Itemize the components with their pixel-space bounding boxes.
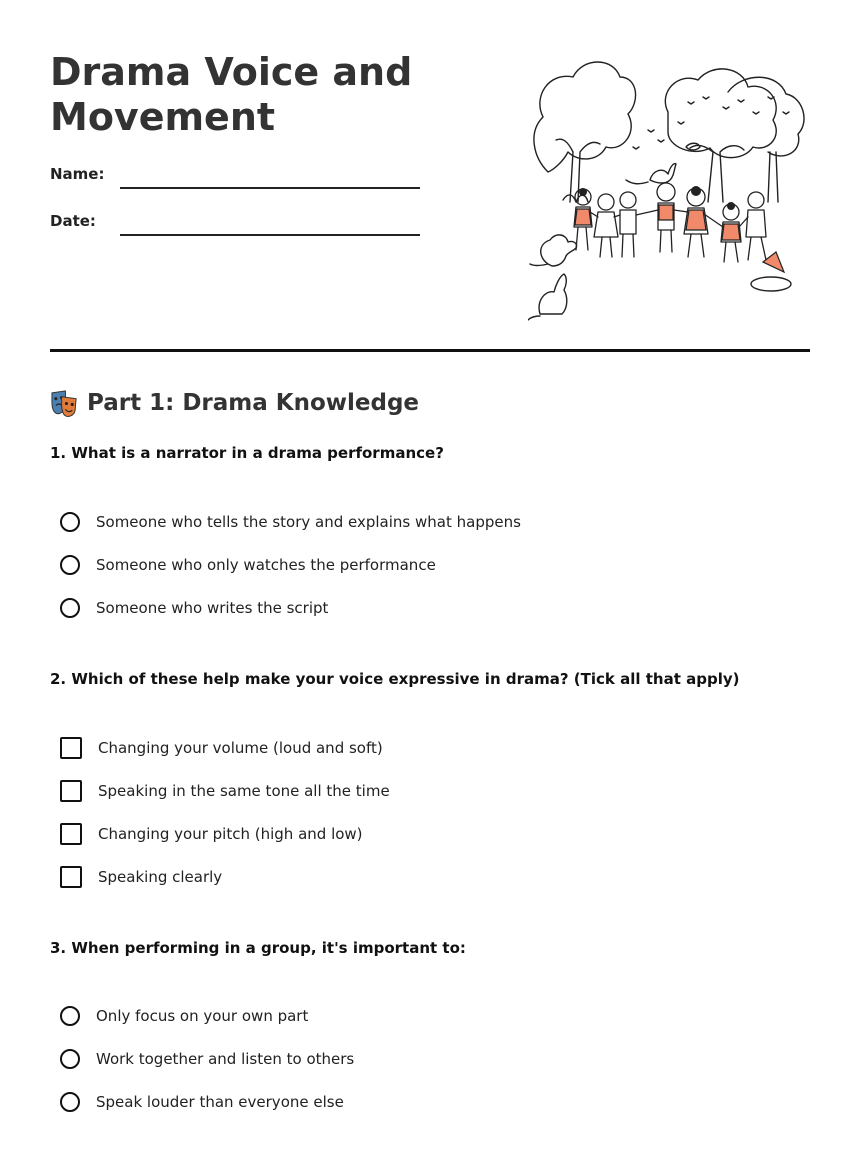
radio-button[interactable] [60,1049,80,1069]
title-line-1: Drama Voice and [50,50,413,94]
q2-option-1[interactable] [60,735,383,761]
option-label: Work together and listen to others [96,1050,355,1068]
option-label: Changing your volume (loud and soft) [98,739,383,757]
option-label: Speaking clearly [98,868,223,886]
option-label: Changing your pitch (high and low) [98,825,363,843]
radio-button[interactable] [60,555,80,575]
q1-option-3[interactable] [60,595,328,621]
option-label: Speak louder than everyone else [96,1093,344,1111]
title-line-2: Movement [50,95,276,139]
radio-button[interactable] [60,512,80,532]
radio-button[interactable] [60,598,80,618]
radio-button[interactable] [60,1092,80,1112]
q1-option-1[interactable] [60,509,521,535]
q2-option-2[interactable] [60,778,390,804]
name-label: Name: [50,165,105,183]
section-heading [50,387,419,419]
option-label: Someone who writes the script [96,599,329,617]
header-divider [50,349,810,352]
name-field[interactable] [120,187,420,189]
worksheet-header [50,50,810,350]
q1-option-2[interactable] [60,552,436,578]
theater-masks-icon [50,389,79,418]
checkbox[interactable] [60,737,82,759]
question-1: 1. What is a narrator in a drama performance? [50,444,444,462]
option-label: Only focus on your own part [96,1007,309,1025]
q3-option-1[interactable] [60,1003,308,1029]
q3-option-2[interactable] [60,1046,354,1072]
option-label: Someone who only watches the performance [96,556,436,574]
q3-option-3[interactable] [60,1089,344,1115]
children-dancing-in-park-icon [528,52,810,322]
question-2: 2. Which of these help make your voice expressive in drama? (Tick all that apply) [50,670,740,688]
checkbox[interactable] [60,780,82,802]
section-heading-text: Part 1: Drama Knowledge [87,390,420,416]
checkbox[interactable] [60,866,82,888]
checkbox[interactable] [60,823,82,845]
radio-button[interactable] [60,1006,80,1026]
q2-option-4[interactable] [60,864,222,890]
page-title [50,50,490,140]
q2-option-3[interactable] [60,821,363,847]
option-label: Someone who tells the story and explains what happens [96,513,521,531]
question-3: 3. When performing in a group, it's important to: [50,939,466,957]
date-field[interactable] [120,234,420,236]
option-label: Speaking in the same tone all the time [98,782,390,800]
date-label: Date: [50,212,96,230]
